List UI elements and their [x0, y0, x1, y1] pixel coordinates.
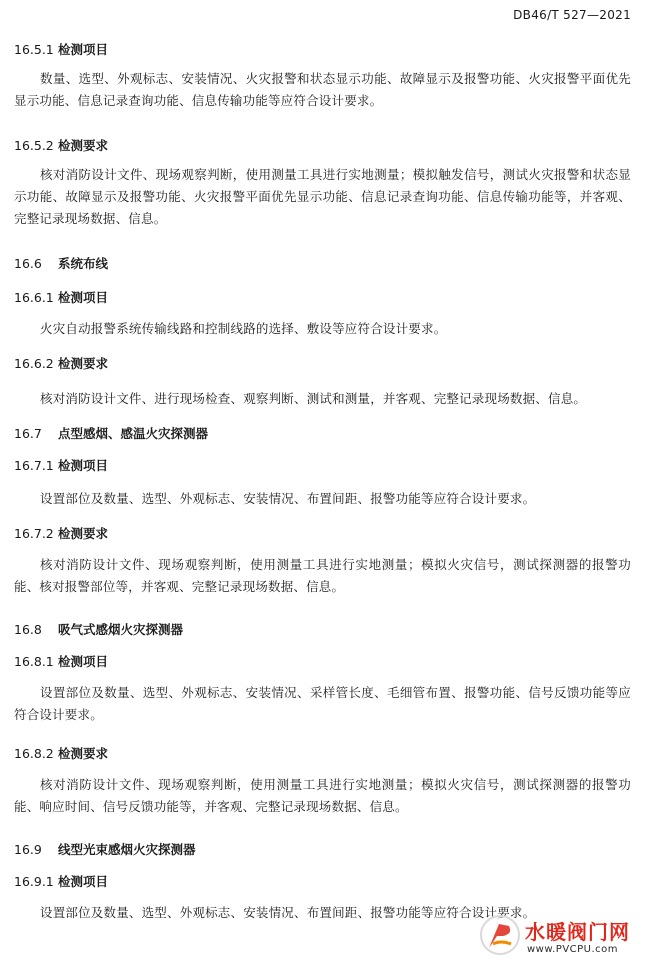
section-heading: 16.7.1 检测项目	[14, 458, 109, 473]
section-heading: 16.5.1 检测项目	[14, 42, 109, 57]
section-heading: 16.7.2 检测要求	[14, 526, 109, 541]
section-paragraph: 设置部位及数量、选型、外观标志、安装情况、布置间距、报警功能等应符合设计要求。	[40, 905, 536, 920]
section-heading: 16.8.1 检测项目	[14, 654, 109, 669]
site-logo-icon	[479, 914, 521, 956]
section-paragraph: 数量、选型、外观标志、安装情况、火灾报警和状态显示功能、故障显示及报警功能、火灾报警平面优先显示功能、信息记录查询功能、信息传输功能等应符合设计要求。	[14, 71, 631, 108]
section-heading: 16.6 系统布线	[14, 256, 109, 271]
section-paragraph: 设置部位及数量、选型、外观标志、安装情况、采样管长度、毛细管布置、报警功能、信号反馈功能等应符合设计要求。	[14, 685, 631, 722]
section-paragraph: 核对消防设计文件、现场观察判断，使用测量工具进行实地测量；模拟火灾信号，测试探测器的报警功能、核对报警部位等，并客观、完整记录现场数据、信息。	[14, 557, 631, 594]
watermark-url: www.PVCPU.com	[527, 944, 619, 955]
watermark-title: 水暖阀门网	[525, 920, 630, 944]
section-paragraph: 火灾自动报警系统传输线路和控制线路的选择、敷设等应符合设计要求。	[40, 321, 447, 336]
section-heading: 16.5.2 检测要求	[14, 138, 109, 153]
section-paragraph: 核对消防设计文件、现场观察判断，使用测量工具进行实地测量；模拟触发信号，测试火灾报警和状态显示功能、故障显示及报警功能、火灾报警平面优先显示功能、信息记录查询功能、信息传输功能等，并客观、完整记录现场数据、信息。	[14, 167, 631, 226]
section-paragraph: 设置部位及数量、选型、外观标志、安装情况、布置间距、报警功能等应符合设计要求。	[40, 491, 536, 506]
watermark	[479, 912, 639, 964]
section-heading: 16.6.2 检测要求	[14, 356, 109, 371]
section-paragraph: 核对消防设计文件、进行现场检查、观察判断、测试和测量，并客观、完整记录现场数据、信息。	[40, 391, 587, 406]
section-heading: 16.9 线型光束感烟火灾探测器	[14, 842, 196, 857]
section-heading: 16.8 吸气式感烟火灾探测器	[14, 622, 184, 637]
section-heading: 16.8.2 检测要求	[14, 746, 109, 761]
section-heading: 16.6.1 检测项目	[14, 290, 109, 305]
section-paragraph: 核对消防设计文件、现场观察判断，使用测量工具进行实地测量；模拟火灾信号，测试探测器的报警功能、响应时间、信号反馈功能等，并客观、完整记录现场数据、信息。	[14, 777, 631, 814]
section-heading: 16.9.1 检测项目	[14, 874, 109, 889]
section-heading: 16.7 点型感烟、感温火灾探测器	[14, 426, 209, 441]
standard-code: DB46/T 527—2021	[513, 8, 631, 22]
